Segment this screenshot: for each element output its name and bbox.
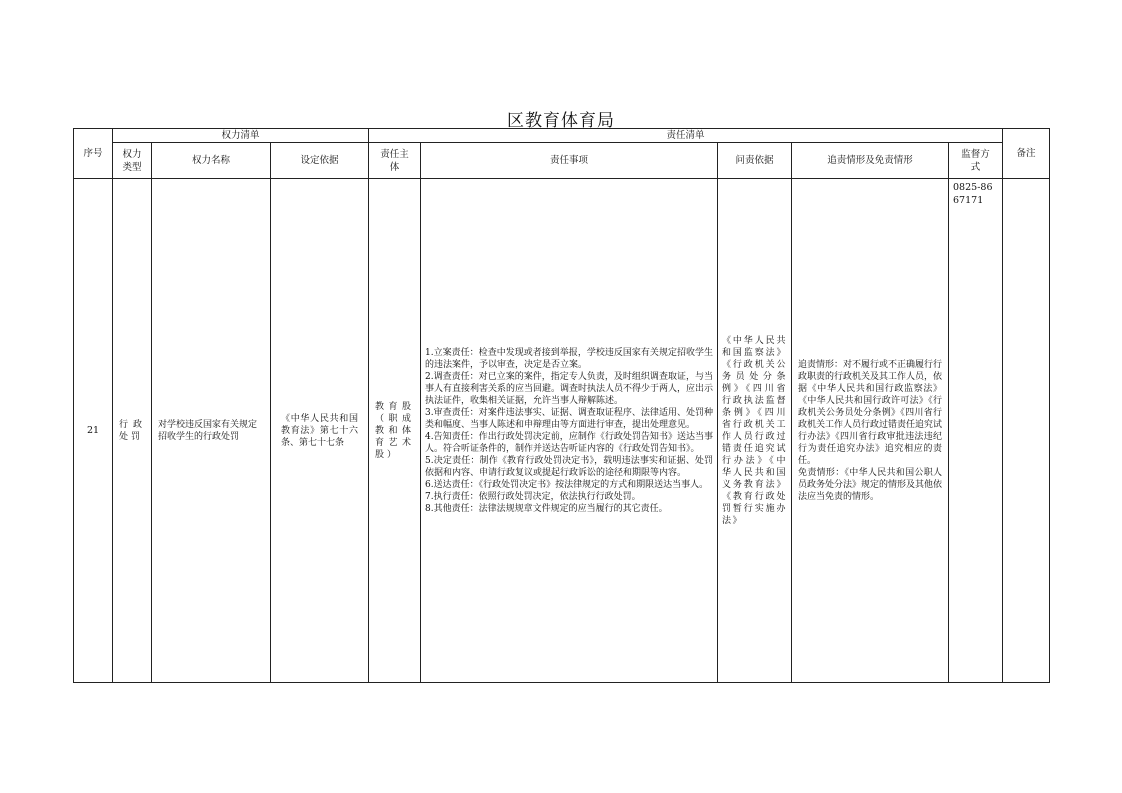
duty-item: 3.审查责任：对案件违法事实、证据、调查取证程序、法律适用、处罚种类和幅度、当事人陈述和申辩理由等方面进行审查，提出处理意见。 [425,407,714,430]
duty-item: 6.送达责任：《行政处罚决定书》按法律规定的方式和期限送达当事人。 [425,479,709,490]
supervision-phone: 0825-8667171 [953,182,993,206]
header-power-list: 权力清单 [113,129,369,143]
cell-supervision [949,179,1003,683]
legal-basis-text: 《中华人民共和国教育法》第七十六条、第七十七条 [281,413,359,448]
duty-item: 2.调查责任：对已立案的案件，指定专人负责，及时组织调查取证，与当事人有直接利害关系的应当回避。调查时执法人员不得少于两人，应出示执法证件，收集相关证据，允许当事人辩解陈述。 [425,371,714,406]
accountability-case-item: 追责情形：对不履行或不正确履行行政职责的行政机关及其工作人员，依据《中华人民共和国行政监察法》《中华人民共和国行政许可法》《行政机关公务员处分条例》《四川省行政机关工作人员行政过错责任追究试行办法》《四川省行政审批违法违纪行为责任追究办法》追究相应的责任。 [798,359,943,466]
cell-power-name [152,179,271,683]
power-type-text: 行政处罚 [119,419,145,442]
duty-item: 5.决定责任：制作《教育行政处罚决定书》，载明违法事实和证据、处罚依据和内容、申请行政复议或提起行政诉讼的途径和期限等内容。 [425,455,714,478]
responsible-body-text: 教育股（职成教和体育艺术股） [375,401,415,460]
duty-item: 7.执行责任：依照行政处罚决定，依法执行行政处罚。 [425,491,641,502]
duty-item: 4.告知责任：作出行政处罚决定前，应制作《行政处罚告知书》送达当事人。符合听证条件的，制作并送达告听证内容的《行政处罚告知书》。 [425,431,714,454]
cell-accountability-basis [718,179,792,683]
accountability-cases-list [792,359,948,503]
power-name-text: 对学校违反国家有关规定招收学生的行政处罚 [158,419,258,442]
header-seq: 序号 [74,129,113,179]
power-responsibility-table [73,128,1050,683]
cell-power-type [113,179,152,683]
header-responsibility-list: 责任清单 [369,129,1003,143]
header-accountability-cases: 追责情形及免责情形 [792,143,949,179]
header-responsible-body: 责任主体 [369,143,421,179]
header-accountability-basis: 问责依据 [718,143,792,179]
page-title: 区教育体育局 [507,111,615,131]
header-power-name: 权力名称 [152,143,271,179]
duty-item: 1.立案责任：检查中发现或者接到举报，学校违反国家有关规定招收学生的违法案件，予以审查，决定是否立案。 [425,347,714,370]
cell-legal-basis [271,179,369,683]
cell-responsible-body [369,179,421,683]
cell-duties [421,179,718,683]
cell-remarks [1003,179,1050,683]
cell-seq: 21 [74,179,113,683]
duties-list [421,347,717,515]
duty-item: 8.其他责任：法律法规规章文件规定的应当履行的其它责任。 [425,503,668,514]
table-row [74,179,1050,683]
header-duties: 责任事项 [421,143,718,179]
exemption-case-item: 免责情形：《中华人民共和国公职人员政务处分法》规定的情形及其他依法应当免责的情形。 [798,467,943,502]
header-supervision: 监督方式 [949,143,1003,179]
header-remarks: 备注 [1003,129,1050,179]
accountability-basis-text: 《中华人民共和国监察法》《行政机关公务员处分条例》《四川省行政执法监督条例》《四川省行政机关工作人员行政过错责任追究试行办法》《中华人民共和国义务教育法》《教育行政处罚暂行实施办法》 [722,335,788,526]
cell-accountability-cases [792,179,949,683]
header-power-type: 权力类型 [113,143,152,179]
header-legal-basis: 设定依据 [271,143,369,179]
